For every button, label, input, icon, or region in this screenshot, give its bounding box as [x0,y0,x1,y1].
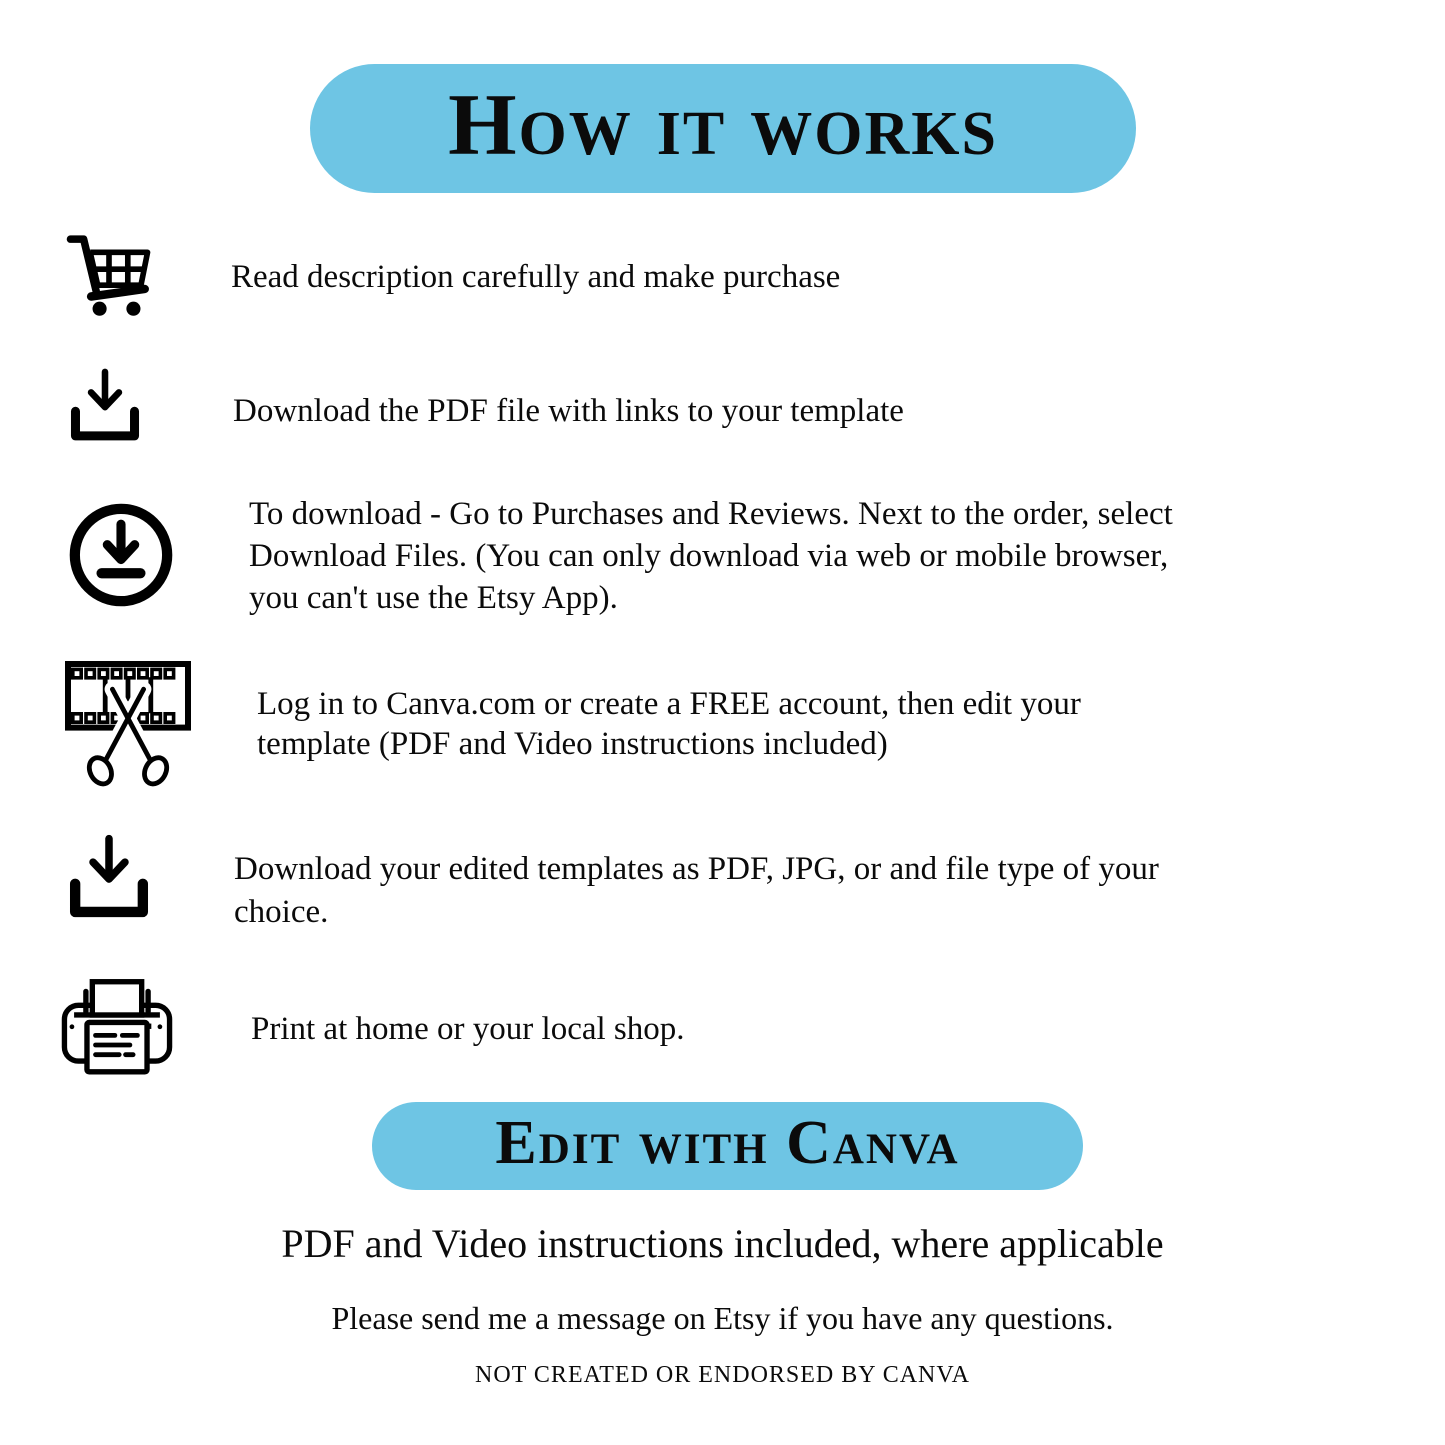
footer-instructions-note: PDF and Video instructions included, where applicable [281,1221,1164,1266]
download-circle-icon [64,498,178,612]
step-line: Download Files. (You can only download via web or mobile browser, [249,538,1169,574]
edit-with-canva-banner [372,1102,1083,1190]
step-line: choice. [234,894,329,930]
step-line: Log in to Canva.com or create a FREE account, then edit your [257,686,1081,722]
printer-icon [58,976,176,1084]
step-text [234,848,1159,934]
step-text [257,684,1081,764]
step-text [249,493,1173,619]
step-line: you can't use the Etsy App). [249,580,618,616]
step-text [233,390,904,432]
step-line: Read description carefully and make purchase [231,259,841,295]
step-line: Print at home or your local shop. [251,1011,685,1047]
shopping-cart-icon [62,226,156,320]
page-title: How it works [448,76,998,174]
how-it-works-banner [310,64,1136,193]
step-line: template (PDF and Video instructions included) [257,726,888,762]
download-icon [64,366,146,450]
edit-banner-title: Edit with Canva [495,1109,960,1177]
film-scissors-icon [62,658,194,790]
step-text [251,1008,685,1050]
download-icon [62,832,156,928]
step-text [231,256,840,298]
step-line: Download the PDF file with links to your template [233,393,904,429]
footer-contact-note: Please send me a message on Etsy if you have any questions. [331,1300,1114,1336]
step-line: To download - Go to Purchases and Reviews. Next to the order, select [249,496,1173,532]
step-line: Download your edited templates as PDF, JPG, or and file type of your [234,851,1159,887]
footer-disclaimer: NOT CREATED OR ENDORSED BY CANVA [475,1362,970,1388]
